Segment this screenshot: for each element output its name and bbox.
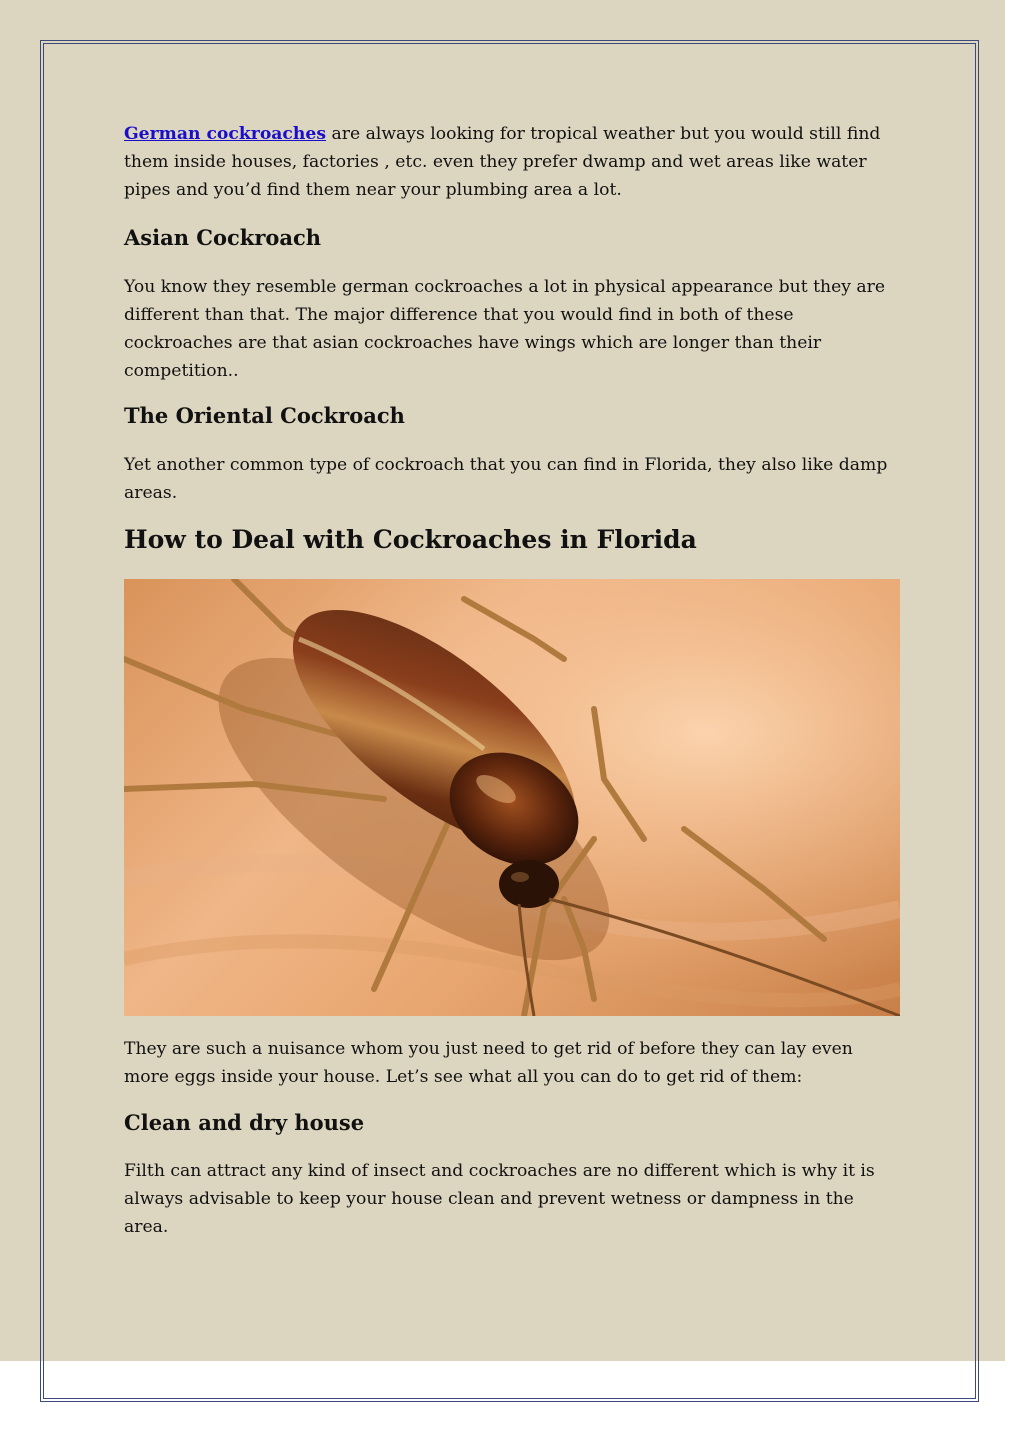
cockroach-photo [124,579,900,1016]
german-cockroaches-link[interactable]: German cockroaches [124,124,327,144]
heading-asian-cockroach: Asian Cockroach [124,225,322,250]
asian-cockroach-paragraph: You know they resemble german cockroaches a lot in physical appearance but they are different than that. The major difference that you would find in both of these cockroaches are that asian cockroaches have wings which are longer than their competition.. [124,277,886,381]
heading-how-to-deal: How to Deal with Cockroaches in Florida [124,525,697,554]
intro-paragraph [124,120,900,204]
clean-and-dry-paragraph: Filth can attract any kind of insect and cockroaches are no different which is why it is always advisable to keep your house clean and prevent wetness or dampness in the area. [124,1161,875,1237]
nuisance-paragraph: They are such a nuisance whom you just need to get rid of before they can lay even more eggs inside your house. Let’s see what all you can do to get rid of them: [124,1039,853,1087]
heading-oriental-cockroach: The Oriental Cockroach [124,403,405,428]
intro-text: are always looking for tropical weather but you would still find them inside houses, factories , etc. even they prefer dwamp and wet areas like water pipes and you’d find them near your plumbing area a lot. [124,124,881,200]
heading-clean-and-dry: Clean and dry house [124,1110,365,1135]
cockroach-illustration [124,579,900,1016]
oriental-cockroach-paragraph: Yet another common type of cockroach that you can find in Florida, they also like damp areas. [124,455,888,503]
